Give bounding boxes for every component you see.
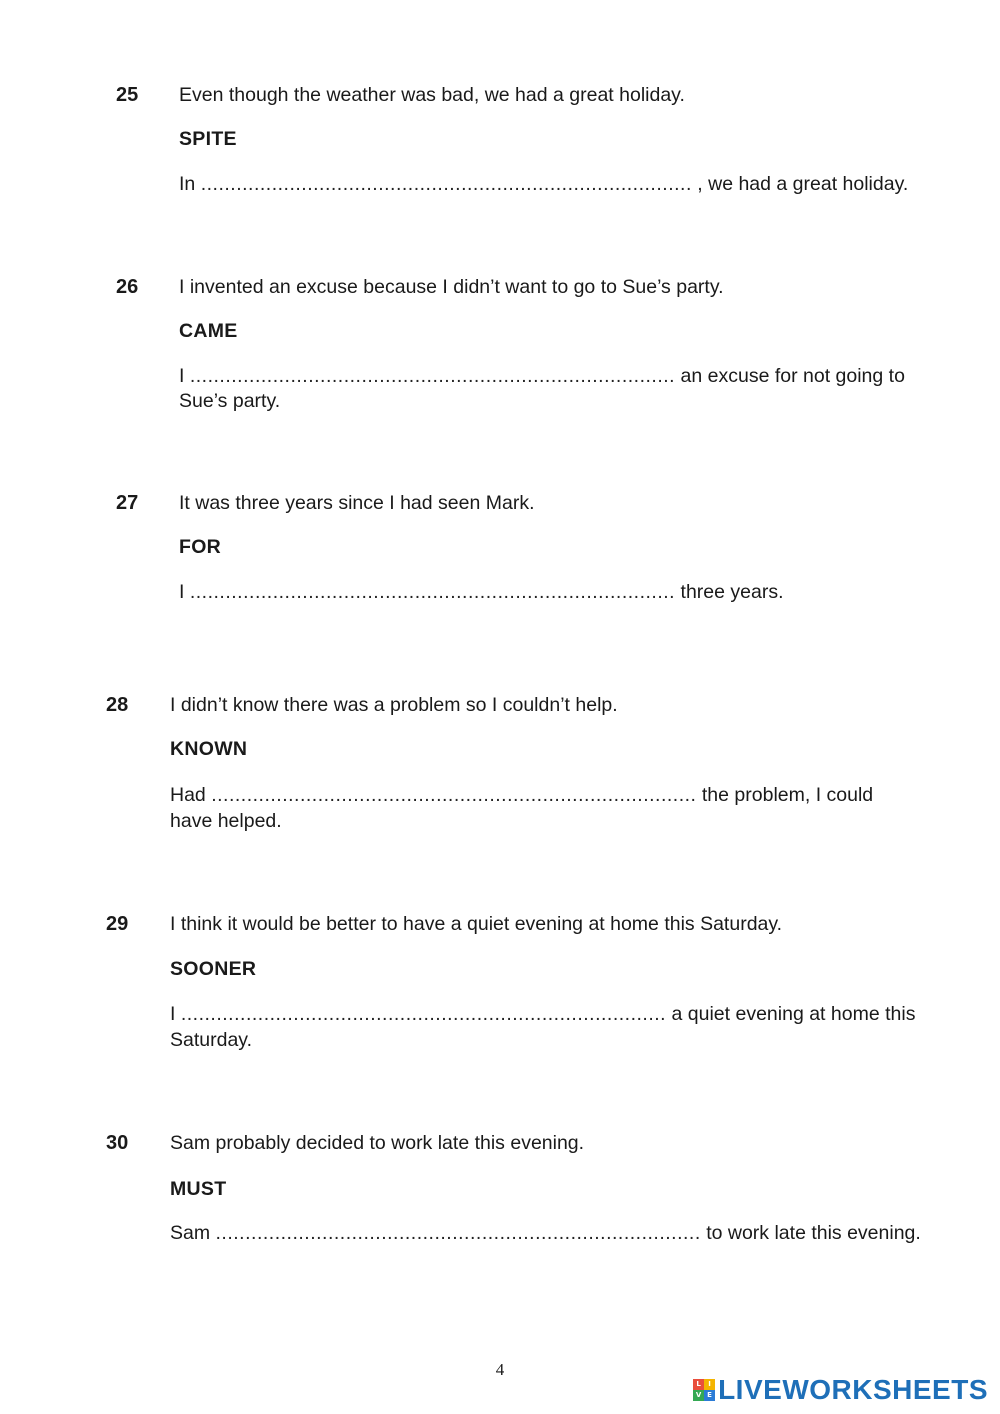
page-number: 4 [495, 1360, 505, 1379]
answer-end: three years. [675, 581, 784, 603]
answer-start: I [179, 365, 190, 387]
answer-line[interactable] [179, 173, 908, 196]
question-number: 28 [106, 694, 129, 716]
answer-blank[interactable]: .................................................................................. [215, 1222, 701, 1244]
question-sentence: It was three years since I had seen Mark. [179, 492, 535, 514]
answer-continuation: have helped. [170, 810, 282, 832]
question-number: 29 [106, 913, 129, 935]
question-number: 26 [116, 276, 139, 298]
answer-end: an excuse for not going to [675, 365, 905, 387]
keyword: FOR [179, 536, 222, 558]
answer-line[interactable] [170, 1222, 921, 1245]
keyword: SOONER [170, 958, 257, 980]
answer-blank[interactable]: .................................................................................. [189, 581, 676, 603]
question-sentence: I invented an excuse because I didn’t want to go to Sue’s party. [179, 276, 724, 298]
answer-start: In [179, 173, 201, 195]
answer-blank[interactable]: .................................................................................. [189, 365, 676, 387]
answer-continuation: Sue’s party. [179, 390, 281, 412]
keyword: SPITE [179, 128, 237, 150]
icon-tile: E [704, 1390, 715, 1401]
answer-start: Sam [170, 1222, 216, 1244]
answer-blank[interactable]: .................................................................................. [180, 1003, 667, 1025]
liveworksheets-logo [693, 1374, 988, 1406]
answer-blank[interactable]: ................................................................................... [200, 173, 692, 195]
answer-start: I [179, 581, 190, 603]
answer-line[interactable] [179, 365, 905, 388]
answer-start: I [170, 1003, 181, 1025]
question-number: 25 [116, 84, 139, 106]
question-number: 27 [116, 492, 139, 514]
answer-continuation: Saturday. [170, 1029, 253, 1051]
keyword: KNOWN [170, 738, 248, 760]
answer-end: to work late this evening. [700, 1222, 921, 1244]
icon-tile: L [693, 1379, 704, 1390]
answer-end: , we had a great holiday. [691, 173, 909, 195]
brand-name: LIVEWORKSHEETS [718, 1374, 988, 1405]
question-sentence: I didn’t know there was a problem so I couldn’t help. [170, 694, 618, 716]
answer-line[interactable] [170, 784, 873, 807]
answer-end: a quiet evening at home this [666, 1003, 916, 1025]
liveworksheets-icon [693, 1379, 715, 1401]
question-sentence: Sam probably decided to work late this evening. [170, 1132, 585, 1154]
question-number: 30 [106, 1132, 129, 1154]
answer-line[interactable] [170, 1003, 915, 1026]
keyword: MUST [170, 1178, 227, 1200]
question-sentence: I think it would be better to have a quiet evening at home this Saturday. [170, 913, 783, 935]
question-sentence: Even though the weather was bad, we had a great holiday. [179, 84, 685, 106]
answer-end: the problem, I could [696, 784, 874, 806]
answer-blank[interactable]: .................................................................................. [211, 784, 697, 806]
answer-start: Had [170, 784, 212, 806]
icon-tile: V [693, 1390, 704, 1401]
icon-tile: I [704, 1379, 715, 1390]
answer-line[interactable] [179, 581, 784, 604]
keyword: CAME [179, 320, 238, 342]
